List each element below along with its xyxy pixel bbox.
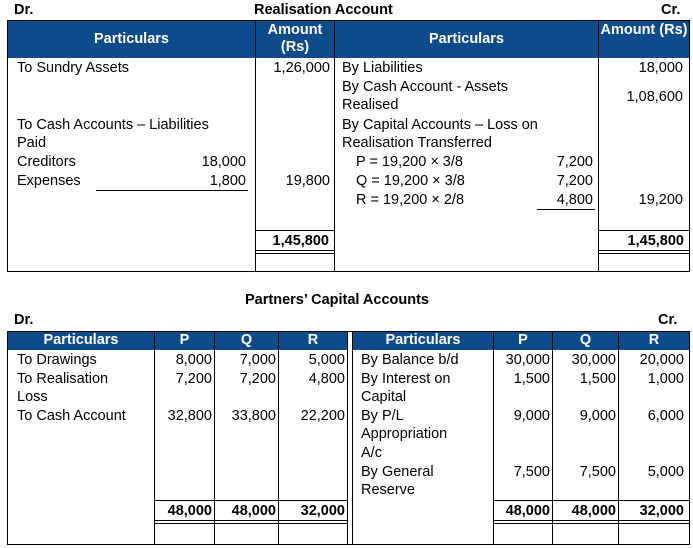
loss-p-label: P = 19,200 × 3/8 <box>356 154 463 170</box>
capital-header-q-left: Q <box>215 331 278 350</box>
border-line <box>278 331 279 545</box>
row-label: By P/L <box>361 408 404 424</box>
capital-header-particulars-right: Particulars <box>353 331 493 350</box>
row-label: By Interest on <box>361 371 451 387</box>
border-line <box>537 209 595 210</box>
row-q: 7,500 <box>579 464 616 480</box>
border-line <box>155 523 348 524</box>
row-q: 30,000 <box>571 352 616 368</box>
capital-header-r-right: R <box>619 331 689 350</box>
cash-liabilities-label-2: Paid <box>17 135 47 151</box>
border-line <box>256 230 334 231</box>
liabilities-amount: 18,000 <box>638 60 683 76</box>
loss-q-amount: 7,200 <box>556 173 593 189</box>
border-line <box>599 253 689 254</box>
border-line <box>494 520 690 521</box>
creditors-label: Creditors <box>17 154 76 170</box>
border-line <box>7 331 8 545</box>
capital-cr-label: Cr. <box>658 312 678 328</box>
row-label: To Cash Account <box>17 408 126 424</box>
border-line <box>7 271 690 272</box>
realisation-header-amount-left: Amount (Rs) <box>256 20 334 58</box>
row-label-2: Appropriation <box>361 426 448 442</box>
row-label-2: Loss <box>17 389 48 405</box>
realisation-dr-label: Dr. <box>14 2 34 18</box>
row-label-3: A/c <box>361 445 382 461</box>
row-p: 7,200 <box>175 371 212 387</box>
border-line <box>494 500 690 501</box>
row-label-2: Capital <box>361 389 407 405</box>
capital-right-total-r: 32,000 <box>639 503 684 519</box>
border-line <box>334 20 335 272</box>
cash-assets-label-1: By Cash Account - Assets <box>342 79 509 95</box>
border-line <box>347 331 348 545</box>
liabilities-label: By Liabilities <box>342 60 423 76</box>
capital-left-total-p: 48,000 <box>167 503 212 519</box>
creditors-amount: 18,000 <box>201 154 246 170</box>
row-r: 4,800 <box>308 371 345 387</box>
capital-header-r-left: R <box>279 331 347 350</box>
capital-loss-total: 19,200 <box>638 192 683 208</box>
sundry-assets-label: To Sundry Assets <box>17 60 130 76</box>
sundry-assets-amount: 1,26,000 <box>273 60 330 76</box>
expenses-label: Expenses <box>17 173 81 189</box>
row-r: 22,200 <box>300 408 345 424</box>
border-line <box>7 331 690 332</box>
border-line <box>352 331 353 545</box>
border-line <box>7 20 8 272</box>
cash-liabilities-total: 19,800 <box>285 173 330 189</box>
capital-left-total-q: 48,000 <box>231 503 276 519</box>
border-line <box>689 20 690 272</box>
row-label: To Realisation <box>17 371 109 387</box>
border-line <box>618 331 619 545</box>
row-q: 7,000 <box>239 352 276 368</box>
border-line <box>256 250 334 251</box>
row-label: By General <box>361 464 434 480</box>
row-label-2: Reserve <box>361 482 415 498</box>
realisation-cr-label: Cr. <box>661 2 681 18</box>
border-line <box>255 20 256 272</box>
cash-liabilities-label-1: To Cash Accounts – Liabilities <box>17 117 209 133</box>
capital-loss-label-1: By Capital Accounts – Loss on <box>342 117 538 133</box>
border-line <box>599 250 689 251</box>
cash-assets-label-2: Realised <box>342 97 399 113</box>
row-r: 20,000 <box>639 352 684 368</box>
row-q: 33,800 <box>231 408 276 424</box>
realisation-header-amount-right: Amount (Rs) <box>599 20 689 58</box>
row-r: 6,000 <box>647 408 684 424</box>
realisation-left-total: 1,45,800 <box>272 233 329 249</box>
border-line <box>96 190 248 191</box>
border-line <box>214 331 215 545</box>
border-line <box>552 331 553 545</box>
loss-p-amount: 7,200 <box>556 154 593 170</box>
capital-title: Partners’ Capital Accounts <box>245 292 429 308</box>
border-line <box>689 331 690 545</box>
realisation-title: Realisation Account <box>254 2 393 18</box>
row-label: By Balance b/d <box>361 352 459 368</box>
row-q: 9,000 <box>579 408 616 424</box>
row-p: 30,000 <box>505 352 550 368</box>
row-p: 32,800 <box>167 408 212 424</box>
capital-right-total-q: 48,000 <box>571 503 616 519</box>
expenses-amount: 1,800 <box>209 173 246 189</box>
realisation-header-particulars-left: Particulars <box>8 20 255 58</box>
row-label: To Drawings <box>17 352 97 368</box>
loss-r-label: R = 19,200 × 2/8 <box>356 192 465 208</box>
row-p: 9,000 <box>513 408 550 424</box>
row-r: 5,000 <box>647 464 684 480</box>
row-r: 1,000 <box>647 371 684 387</box>
border-line <box>7 20 690 21</box>
row-q: 7,200 <box>239 371 276 387</box>
realisation-right-total: 1,45,800 <box>627 233 684 249</box>
border-line <box>154 331 155 545</box>
row-q: 1,500 <box>579 371 616 387</box>
border-line <box>493 331 494 545</box>
border-line <box>256 253 334 254</box>
capital-header-particulars-left: Particulars <box>8 331 154 350</box>
border-line <box>599 230 689 231</box>
row-r: 5,000 <box>308 352 345 368</box>
border-line <box>7 544 690 545</box>
row-p: 1,500 <box>513 371 550 387</box>
capital-left-total-r: 32,000 <box>300 503 345 519</box>
capital-right-total-p: 48,000 <box>505 503 550 519</box>
capital-header-q-right: Q <box>553 331 618 350</box>
row-p: 7,500 <box>513 464 550 480</box>
loss-q-label: Q = 19,200 × 3/8 <box>356 173 465 189</box>
border-line <box>155 520 348 521</box>
capital-header-p-left: P <box>155 331 214 350</box>
border-line <box>494 523 690 524</box>
capital-header-p-right: P <box>494 331 552 350</box>
capital-loss-label-2: Realisation Transferred <box>342 135 492 151</box>
realisation-header-particulars-right: Particulars <box>335 20 598 58</box>
cash-assets-amount: 1,08,600 <box>626 89 683 105</box>
loss-r-amount: 4,800 <box>556 192 593 208</box>
border-line <box>155 500 348 501</box>
border-line <box>598 20 599 272</box>
row-p: 8,000 <box>175 352 212 368</box>
capital-dr-label: Dr. <box>14 312 34 328</box>
